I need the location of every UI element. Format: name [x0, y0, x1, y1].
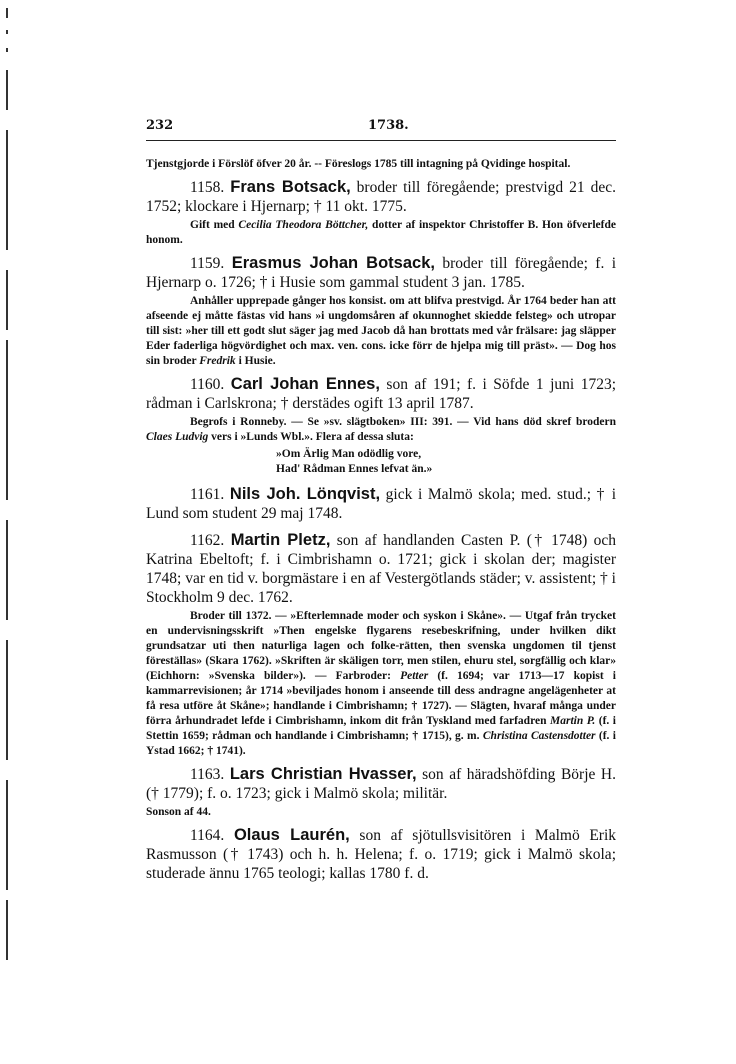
note-1158 [146, 218, 616, 248]
header-rule [146, 140, 616, 141]
note-1159 [146, 294, 616, 369]
note-italic: Fredrik [199, 355, 236, 367]
entry-1159 [146, 254, 616, 292]
note-1157: Tjenstgjorde i Förslöf öfver 20 år. -- Föreslogs 1785 till intagning på Qvidinge hospital. [146, 158, 571, 170]
entry-1164 [146, 826, 616, 883]
note-text: dotter af inspektor Christoffer B. Hon öfverlefde honom. [146, 219, 616, 246]
running-head-year: 1738. [368, 118, 409, 133]
note-text: Anhåller upprepade gånger hos konsist. om att blifva prestvigd. År 1764 beder han att afseende ej måtte fästas vid hans »i ungdomsåren af okunnoghet skiedde felsteg» och utropar till sist: »her till ett godt slut säger jag med Jacob då han brottats med vår frälsare: jag släpper Eder faderliga högvördighet och max. ven. cons. icke förr de hjelpa mig till präst». — Dog hos sin broder [146, 295, 616, 367]
entry-number: 1163. [190, 766, 225, 783]
entry-number: 1161. [190, 486, 225, 503]
note-text: vers i »Lunds Wbl.». Flera af dessa sluta: [208, 431, 414, 443]
note-text: Begrofs i Ronneby. — Se »sv. slägtboken» III: 391. — Vid hans död skref brodern [190, 416, 616, 428]
poem-line: Had' Rådman Ennes lefvat än.» [276, 463, 433, 475]
entry-name: Nils Joh. Lönqvist, [229, 485, 381, 503]
entry-1162 [146, 531, 616, 607]
entry-text: broder till föregående; prestvigd 21 dec. 1752; klockare i Hjernarp; † 11 okt. 1775. [146, 179, 616, 215]
entry-name: Frans Botsack, [230, 178, 351, 196]
entry-text: gick i Malmö skola; med. stud.; † i Lund som student 29 maj 1748. [146, 486, 617, 522]
note-italic: Christina Castensdotter [482, 730, 596, 742]
note-italic: Martin P. [550, 715, 596, 727]
note-text: (f. 1694; var 1713—17 kopist i kammarrevisionen; år 1714 »beviljades honom i anseende till dess andragne angelägenheter at få resa utföre åt Skåne»; handlande i Cimbrishamn; † 1727). — Slägten, hvaraf många under förra århundradet lefde i Cimbrishamn, inkom dit från Tyskland med farfadren [146, 670, 617, 727]
entry-text: son af handlanden Casten P. († 1748) och Katrina Ebeltoft; f. i Cimbrishamn o. 1721; gick i skolan der; magister 1748; var en tid v. borgmästare i en af Vestergötlands städer; v. assistent; † i Stockholm 9 dec. 1762. [146, 532, 616, 606]
entry-number: 1160. [190, 376, 225, 393]
entry-text: son af sjötullsvisitören i Malmö Erik Rasmusson († 1743) och h. h. Helena; f. o. 1719; gick i Malmö skola; studerade ännu 1765 teologi; kallas 1780 f. d. [146, 827, 617, 882]
entry-1158 [146, 178, 616, 216]
entry-name: Carl Johan Ennes, [230, 375, 380, 393]
note-1162 [146, 609, 616, 759]
note-text: Broder till 1372. — »Efterlemnade moder och syskon i Skåne». — Utgaf från trycket en undervisningsskrift »Then engelske flygarens resebeskrifning, under hvilken dikt grundsatzar uti then naturliga lagen och folke-rätten, then svenska ungdomen til tjenst föreställas» (Skara 1762). »Skriften är skäligen torr, men stilen, ehuru stel, sorgfällig och klar» (Eichhorn: »Svenska bilder»). — Farbroder: [146, 610, 616, 682]
entry-1160 [146, 375, 616, 413]
poem-line: »Om Ärlig Man odödlig vore, [276, 448, 422, 460]
entry-name: Erasmus Johan Botsack, [231, 254, 435, 272]
note-text: Gift med [190, 219, 239, 231]
entry-text: son af häradshöfding Börje H. († 1779); f. o. 1723; gick i Malmö skola; militär. [146, 766, 616, 802]
entry-text: son af 191; f. i Söfde 1 juni 1723; rådman i Carlskrona; † derstädes ogift 13 april 1787. [146, 376, 616, 412]
entry-1163 [146, 765, 616, 803]
entry-name: Martin Pletz, [230, 531, 331, 549]
note-italic: Petter [400, 670, 429, 682]
entry-name: Lars Christian Hvasser, [229, 765, 417, 783]
entry-number: 1159. [190, 255, 225, 272]
note-italic: Cecilia Theodora Böttcher, [238, 219, 369, 231]
page-body [146, 155, 616, 883]
note-text: (f. i Stettin 1659; rådman och handlande i Cimbrishamn; † 1715), g. m. [146, 715, 616, 742]
poem-quote [276, 447, 616, 477]
entry-number: 1164. [190, 827, 225, 844]
note-text: i Husie. [235, 355, 276, 367]
entry-1161 [146, 485, 616, 523]
page-header [146, 118, 616, 138]
entry-number: 1158. [190, 179, 225, 196]
note-1163 [146, 805, 616, 820]
margin-scan-marks [6, 0, 9, 1064]
page-number: 232 [146, 118, 174, 133]
note-text: (f. i Ystad 1662; † 1741). [146, 730, 616, 757]
note-1160 [146, 415, 616, 445]
entry-text: broder till föregående; f. i Hjernarp o. 1726; † i Husie som gammal student 3 jan. 1785. [146, 255, 617, 291]
note-text: Sonson af 44. [146, 806, 211, 818]
entry-number: 1162. [190, 532, 225, 549]
entry-name: Olaus Laurén, [233, 826, 350, 844]
note-italic: Claes Ludvig [146, 431, 209, 443]
